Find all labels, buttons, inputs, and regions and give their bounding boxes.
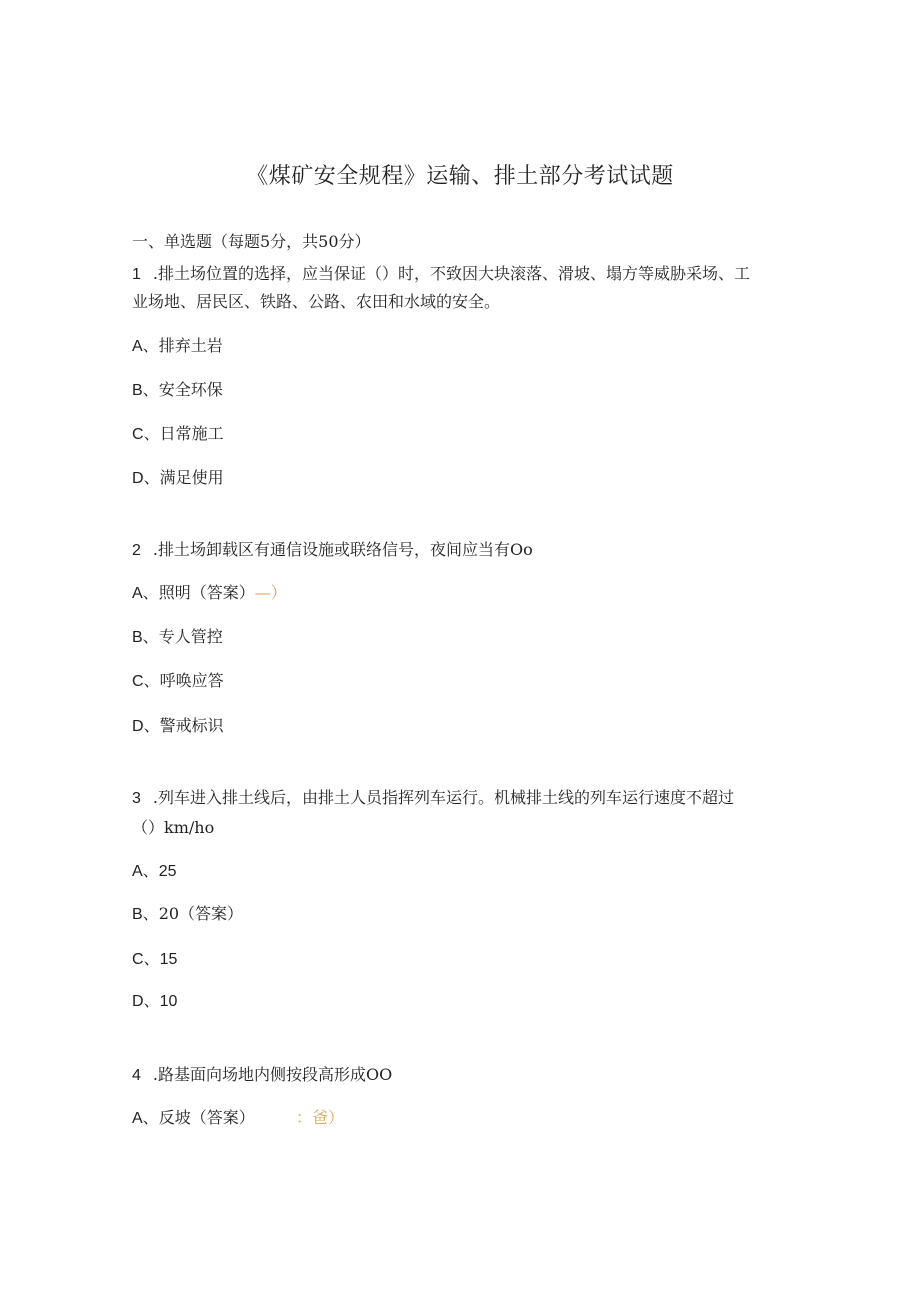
question-text: .排土场卸载区有通信设施或联络信号，夜间应当有Oo: [152, 540, 533, 559]
option-text: 日常施工: [159, 424, 224, 443]
option-text: 专人管控: [158, 627, 223, 646]
option-text: 15: [159, 951, 178, 968]
question-text: .排土场位置的选择，应当保证（）时，不致因大块滚落、滑坡、塌方等威胁采场、工: [152, 264, 750, 283]
option-letter: A: [132, 585, 143, 602]
section-heading: 一、单选题（每题5分，共50分）: [132, 232, 371, 251]
option-letter: A: [132, 863, 143, 880]
option-text: 呼唤应答: [159, 671, 224, 690]
option-text: 排弃土岩: [158, 336, 223, 355]
option-a: A、25: [132, 861, 177, 880]
option-letter: B: [132, 382, 143, 399]
option-letter: C: [132, 951, 144, 968]
question-number: 2: [132, 542, 141, 559]
option-d: D、10: [132, 991, 178, 1010]
option-letter: C: [132, 426, 144, 443]
question-4-line-1: [132, 1065, 392, 1086]
option-text: 满足使用: [159, 468, 224, 487]
option-a: A、反坡（答案）: [132, 1108, 255, 1127]
option-text: 20（答案）: [158, 904, 244, 923]
scan-artifact: —）: [254, 583, 287, 602]
question-1-line-2: 业场地、居民区、铁路、公路、农田和水域的安全。: [132, 292, 501, 311]
option-d: D、满足使用: [132, 468, 224, 487]
option-text: 反坡（答案）: [158, 1108, 255, 1127]
option-b: B、专人管控: [132, 627, 223, 646]
option-text: 照明（答案）: [158, 583, 255, 602]
option-letter: D: [132, 718, 144, 735]
option-letter: A: [132, 338, 143, 355]
option-a: A、照明（答案）—）: [132, 583, 287, 602]
option-text: 25: [158, 863, 177, 880]
option-text: 警戒标识: [159, 716, 224, 735]
option-letter: C: [132, 673, 144, 690]
option-letter: A: [132, 1110, 143, 1127]
option-text: 10: [159, 993, 178, 1010]
question-1-line-1: [132, 264, 750, 285]
option-letter: B: [132, 629, 143, 646]
option-c: C、日常施工: [132, 424, 224, 443]
option-b: B、20（答案）: [132, 904, 244, 923]
option-d: D、警戒标识: [132, 716, 224, 735]
option-text: 安全环保: [158, 380, 223, 399]
question-2-line-1: [132, 540, 533, 561]
option-a: A、排弃土岩: [132, 336, 223, 355]
page-title: 《煤矿安全规程》运输、排土部分考试试题: [246, 164, 674, 189]
option-letter: B: [132, 906, 143, 923]
option-b: B、安全环保: [132, 380, 223, 399]
question-3-line-2: （）km/ho: [132, 818, 215, 837]
question-number: 3: [132, 790, 141, 807]
question-text: .路基面向场地内侧按段高形成OO: [152, 1065, 393, 1084]
option-letter: D: [132, 993, 144, 1010]
question-3-line-1: [132, 788, 734, 809]
question-number: 1: [132, 266, 141, 283]
question-text: .列车进入排土线后，由排土人员指挥列车运行。机械排土线的列车运行速度不超过: [152, 788, 734, 807]
option-c: C、呼唤应答: [132, 671, 224, 690]
option-letter: D: [132, 470, 144, 487]
question-number: 4: [132, 1067, 141, 1084]
option-c: C、15: [132, 949, 178, 968]
scan-artifact: ：爸）: [296, 1108, 345, 1127]
